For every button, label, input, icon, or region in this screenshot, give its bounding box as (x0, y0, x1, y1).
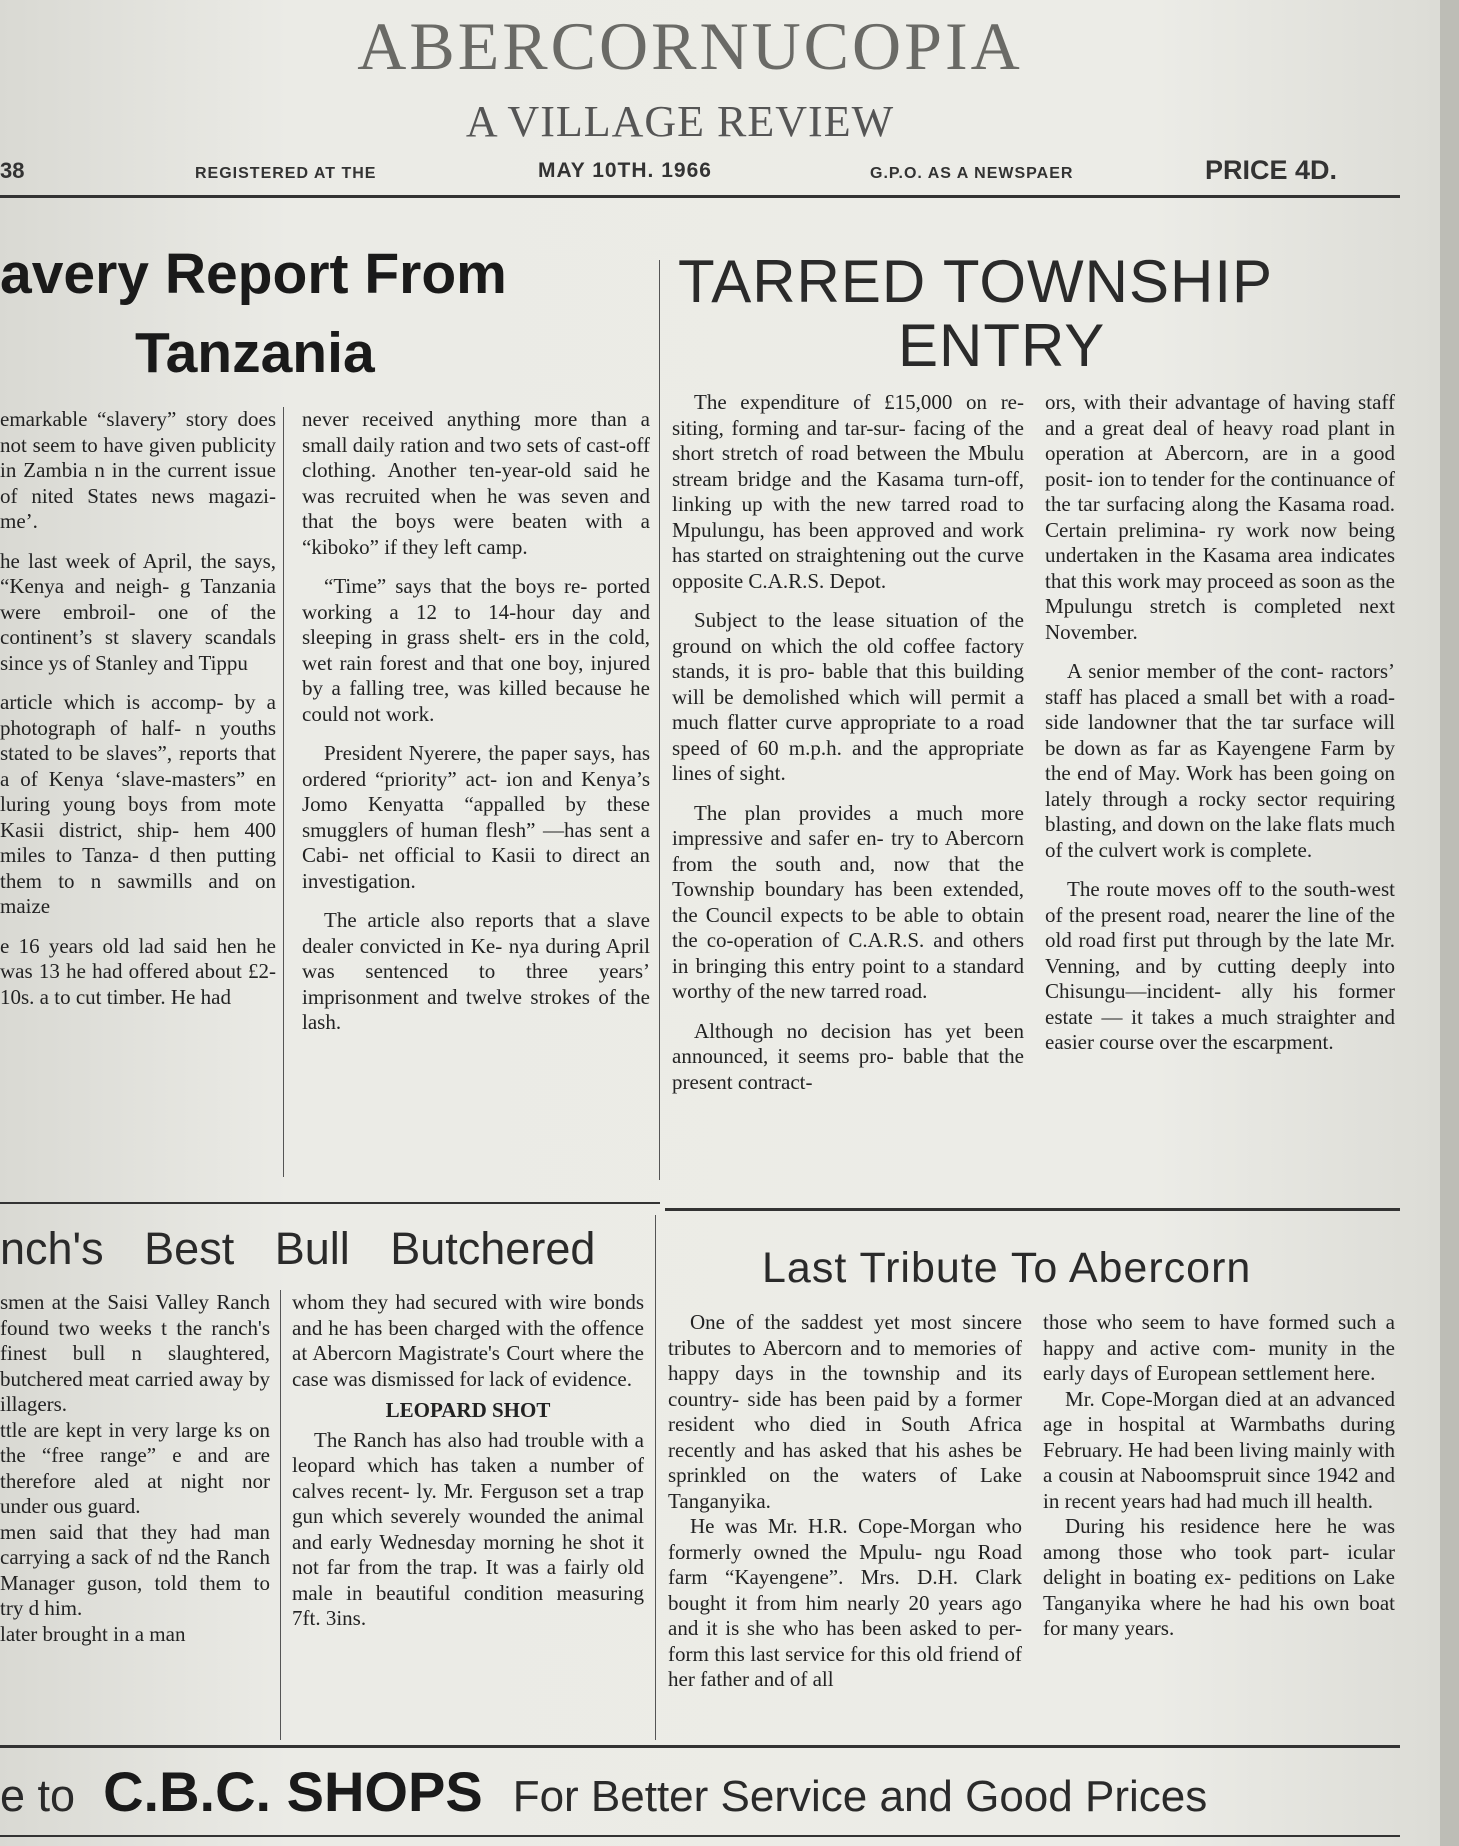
paragraph: whom they had secured with wire bonds and he has been charged with the offence at Abercorn Magistrate's Court where the case was dismissed for lack of evidence. (292, 1290, 644, 1391)
page-edge (1440, 0, 1459, 1846)
advert-rule-bottom (0, 1835, 1400, 1837)
price: PRICE 4D. (1205, 155, 1338, 185)
column-rule (283, 407, 284, 1177)
paragraph: The article also reports that a slave dealer convicted in Ke- nya during April was sentenced to three years’ imprisonment and twelve strokes of the lash. (302, 908, 650, 1034)
paragraph: President Nyerere, the paper says, has ordered “priority” act- ion and Kenya’s Jomo Kenyatta “appalled by these smugglers of human flesh” —has sent a Cabi- net official to Kasii to direct an investigation. (302, 741, 650, 893)
masthead-subtitle: A VILLAGE REVIEW (465, 97, 895, 146)
paragraph: ors, with their advantage of having staff and a great deal of heavy road plant in operation at Abercorn, are in a good posit- ion to tender for the continuance of the tar surfacing along the Kasama road. Certain prelimina- ry work now being undertaken in the Kasama area indicates that this work may proceed as soon as the Mpulungu stretch is completed next November. (1045, 390, 1395, 644)
paragraph: One of the saddest yet most sincere tributes to Abercorn and to memories of happy days in the township and its country- side has been paid by a former resident who died in South Africa recently and has asked that his ashes be sprinkled on the waters of Lake Tanganyika. (668, 1310, 1022, 1513)
tarred-headline: TARRED TOWNSHIP (678, 248, 1274, 315)
paragraph: Although no decision has yet been announced, it seems pro- bable that the present contract- (672, 1018, 1024, 1094)
advert-rule-top (0, 1745, 1400, 1748)
advert-prefix: e to (0, 1770, 76, 1821)
paragraph: e 16 years old lad said hen he was 13 he had offered about £2-10s. a to cut timber. He had (0, 933, 276, 1009)
tribute-col-2 (1043, 1310, 1395, 1742)
tribute-col-1 (668, 1310, 1022, 1742)
advert-tagline: For Better Service and Good Prices (512, 1772, 1208, 1821)
paragraph: A senior member of the cont- ractors’ staff has placed a small bet with a road-side landowner that the tar surface will be down as far as Kayengene Farm by the end of May. Work has been going on lately through a rocky sector requiring blasting, and down on the lake flats much of the culvert work is complete. (1045, 659, 1395, 862)
section-rule (0, 1202, 660, 1204)
column-rule (655, 1215, 656, 1740)
paragraph: Subject to the lease situation of the ground on which the old coffee factory stands, it is pro- bable that this building will be demolished which will permit a much flatter curve appropriate to a road speed of 60 m.p.h. and the appropriate lines of sight. (672, 608, 1024, 785)
paragraph: During his residence here he was among those who took part- icular delight in boating ex- peditions on Lake Tanganyika where he had his own boat for many years. (1043, 1514, 1395, 1640)
tarred-col-2 (1045, 390, 1395, 1205)
paragraph: emarkable “slavery” story does not seem to have given publicity in Zambia n in the current issue of nited States news magazi- me’. (0, 407, 276, 533)
paragraph: He was Mr. H.R. Cope-Morgan who formerly owned the Mpulu- ngu Road farm “Kayengene”. Mrs. D.H. Clark bought it from him nearly 20 years ago and it is she who has been asked to per- form this last service for this old friend of her father and of all (668, 1514, 1022, 1691)
advert-brand: C.B.C. SHOPS (103, 1760, 483, 1823)
paragraph: “Time” says that the boys re- ported working a 12 to 14-hour day and sleeping in grass shelt- ers in the cold, wet rain forest and that one boy, injured by a falling tree, was killed because he could not work. (302, 574, 650, 726)
paragraph: The Ranch has also had trouble with a leopard which has taken a number of calves recent- ly. Mr. Ferguson set a trap gun which severely wounded the animal and early Wednesday morning he shot it not far from the trap. It was a fairly old male in beautiful condition measuring 7ft. 3ins. (292, 1427, 644, 1630)
bull-headline: nch's Best Bull Butchered (0, 1223, 596, 1274)
paragraph: smen at the Saisi Valley Ranch found two weeks t the ranch's finest bull n slaughtered, butchered meat carried away by illagers. (0, 1290, 270, 1416)
advert (0, 1760, 1420, 1824)
paragraph: Mr. Cope-Morgan died at an advanced age in hospital at Warmbaths during February. He had been living mainly with a cousin at Naboomspruit since 1942 and in recent years had had much ill health. (1043, 1386, 1395, 1513)
section-rule (665, 1208, 1400, 1211)
paragraph: never received anything more than a small daily ration and two sets of cast-off clothing. Another ten-year-old said he was recruited when he was seven and that the boys were beaten with a “kiboko” if they left camp. (302, 407, 650, 559)
tarred-col-1 (672, 390, 1024, 1205)
registered-right: G.P.O. AS A NEWSPAER (870, 165, 1074, 182)
slavery-headline: avery Report From (0, 242, 507, 306)
column-rule (280, 1290, 281, 1740)
issue-date: MAY 10TH. 1966 (538, 159, 712, 182)
paragraph: later brought in a man (0, 1621, 186, 1646)
masthead-title: ABERCORNUCOPIA (357, 8, 1023, 84)
paragraph: ttle are kept in very large ks on the “free range” e and are therefore aled at night nor under ous guard. (0, 1417, 270, 1518)
bull-col-2 (292, 1290, 644, 1742)
paragraph: he last week of April, the says, “Kenya and neigh- g Tanzania were embroil- one of the continent’s st slavery scandals since ys of Stanley and Tippu (0, 548, 276, 675)
paragraph: The plan provides a much more impressive and safer en- try to Abercorn from the south and, now that the Township boundary has been extended, the Council expects to be able to obtain the co-operation of C.A.R.S. and others in bringing this entry point to a standard worthy of the new tarred road. (672, 800, 1024, 1003)
bull-col-1 (0, 1290, 270, 1742)
paragraph: The route moves off to the south-west of the present road, nearer the line of the old road first put through by the late Mr. Venning, and by cutting deeply into Chisungu—incident- ally his former estate — it takes a much straighter and easier course over the escarpment. (1045, 877, 1395, 1054)
tribute-headline: Last Tribute To Abercorn (762, 1244, 1252, 1292)
leopard-subheading: LEOPARD SHOT (385, 1398, 551, 1422)
paragraph: those who seem to have formed such a happy and active com- munity in the early days of European settlement here. (1043, 1310, 1395, 1385)
issue-number: 38 (0, 158, 25, 183)
paragraph: men said that they had man carrying a sack of nd the Ranch Manager guson, told them to try d him. (0, 1519, 270, 1620)
masthead-rule (0, 195, 1400, 198)
column-rule (659, 260, 660, 1180)
tarred-headline-2: ENTRY (898, 312, 1106, 379)
paragraph: The expenditure of £15,000 on re-siting, forming and tar-sur- facing of the short stretch of road between the Mbulu stream bridge and the Kasama turn-off, linking up with the new tarred road to Mpulungu, has been approved and work has started on straightening out the curve opposite C.A.R.S. Depot. (672, 390, 1024, 593)
paragraph: article which is accomp- by a photograph of half- n youths stated to be slaves”, reports that a of Kenya ‘slave-masters” en luring young boys from mote Kasii district, ship- hem 400 miles to Tanza- d then putting them to n sawmills and on maize (0, 690, 276, 918)
slavery-headline-2: Tanzania (135, 321, 375, 385)
slavery-col-2 (302, 407, 650, 1182)
slavery-col-1 (0, 407, 276, 1182)
registered-left: REGISTERED AT THE (195, 165, 377, 182)
